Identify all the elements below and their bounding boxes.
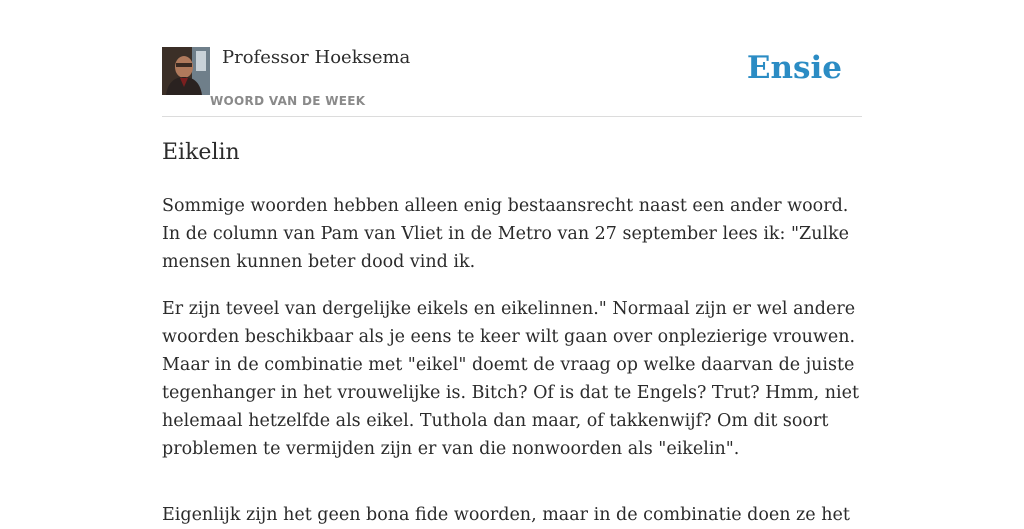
article-paragraph: Eigenlijk zijn het geen bona fide woorden, maar in de combinatie doen ze het	[162, 505, 850, 525]
avatar-icon	[162, 47, 210, 95]
section-label: WOORD VAN DE WEEK	[210, 94, 366, 108]
article-paragraph: Sommige woorden hebben alleen enig bestaansrecht naast een ander woord. In de column van Pam van Vliet in de Metro van 27 september lees ik: "Zulke mensen kunnen beter dood vind ik.	[162, 196, 850, 272]
article-title: Eikelin	[162, 140, 240, 165]
article-paragraph: Er zijn teveel van dergelijke eikels en eikelinnen." Normaal zijn er wel andere woorden beschikbaar als je eens te keer wilt gaan over onplezierige vrouwen. Maar in de combinatie met "eikel" doemt de vraag op welke daarvan de juiste tegenhanger in het vrouwelijke is. Bitch? Of is dat te Engels? Trut? Hmm, niet helemaal hetzelfde als eikel. Tuthola dan maar, of takkenwijf? Om dit soort problemen te vermijden zijn er van die nonwoorden als "eikelin".	[162, 299, 860, 459]
paragraph-spacer	[162, 463, 862, 482]
author-name[interactable]: Professor Hoeksema	[222, 47, 411, 68]
article-header	[162, 46, 862, 117]
brand-logo[interactable]: Ensie	[746, 50, 842, 86]
author-avatar[interactable]	[162, 47, 210, 95]
article-body	[162, 192, 862, 529]
